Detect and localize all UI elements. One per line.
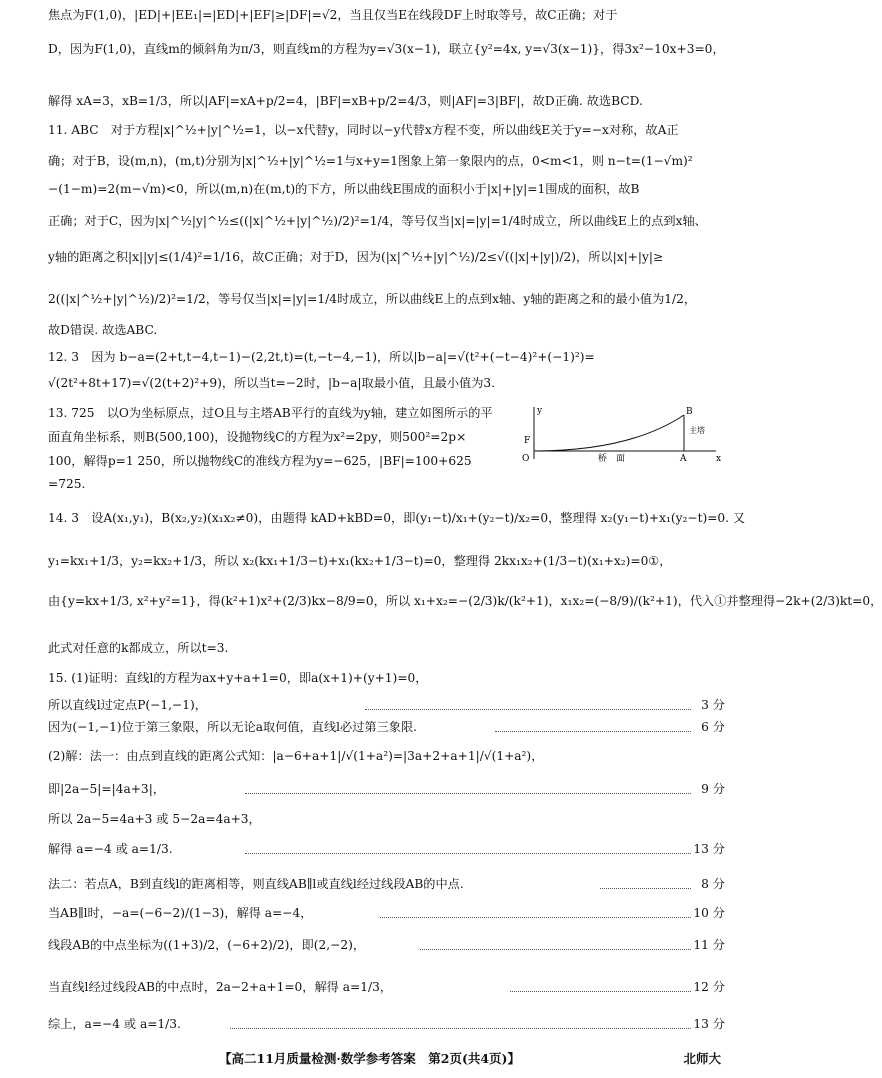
text-line: 当直线l经过线段AB的中点时，2a−2+a+1=0，解得 a=1/3， [48,980,393,994]
score-label: 13 分 [693,1017,725,1031]
text-line: 因为(−1,−1)位于第三象限，所以无论a取何值，直线l必过第三象限. [48,720,418,734]
text-line: y轴的距离之积|x||y|≤(1/4)²=1/16，故C正确；对于D，因为(|x|^½+|y|^½)/2≤√((|x|+|y|)/2)，所以|x|+|y|≥ [48,250,664,264]
text-line: 此式对任意的k都成立，所以t=3. [48,641,229,655]
focus-label: F [524,436,531,446]
text-line: 11. ABC 对于方程|x|^½+|y|^½=1，以−x代替y，同时以−y代替x方程不变，所以曲线E关于y=−x对称，故A正 [48,123,679,137]
score-label: 9 分 [701,782,725,796]
score-label: 13 分 [693,842,725,856]
score-label: 6 分 [701,720,725,734]
text-line: 解得 xA=3，xB=1/3，所以|AF|=xA+p/2=4，|BF|=xB+p/2=4/3，则|AF|=3|BF|，故D正确. 故选BCD. [48,94,643,108]
tower-label: 主塔 [689,426,705,435]
text-line: 面直角坐标系，则B(500,100)，设抛物线C的方程为x²=2py，则500²=2p× [48,430,467,444]
point-b-label: B [686,407,693,417]
text-line: 15. (1)证明：直线l的方程为ax+y+a+1=0，即a(x+1)+(y+1)=0， [48,671,428,685]
text-line: (2)解：法一：由点到直线的距离公式知：|a−6+a+1|/√(1+a²)=|3a+2+a+1|/√(1+a²)， [48,749,544,763]
dotted-leader [380,917,691,918]
bridge-parabola-figure [520,405,725,463]
point-a-label: A [680,454,687,464]
score-label: 11 分 [693,938,725,952]
text-line: 13. 725 以O为坐标原点，过O且与主塔AB平行的直线为y轴，建立如图所示的平 [48,406,493,420]
score-label: 10 分 [693,906,725,920]
text-line: 解得 a=−4 或 a=1/3. [48,842,173,856]
dotted-leader [600,888,691,889]
text-line: 焦点为F(1,0)，|ED|+|EE₁|=|ED|+|EF|≥|DF|=√2，当且仅当E在线段DF上时取等号，故C正确；对于 [48,8,618,22]
text-line: 线段AB的中点坐标为((1+3)/2，(−6+2)/2)，即(2,−2)， [48,938,366,952]
dotted-leader [495,731,691,732]
x-axis-label: x [716,454,722,464]
text-line: 2((|x|^½+|y|^½)/2)²=1/2，等号仅当|x|=|y|=1/4时成立，所以曲线E上的点到x轴、y轴的距离之和的最小值为1/2， [48,292,697,306]
text-line: −(1−m)=2(m−√m)<0，所以(m,n)在(m,t)的下方，所以曲线E围成的面积小于|x|+|y|=1围成的面积，故B [48,182,640,196]
text-line: 正确；对于C，因为|x|^½|y|^½≤((|x|^½+|y|^½)/2)²=1/4，等号仅当|x|=|y|=1/4时成立，所以曲线E上的点到x轴、 [48,214,707,228]
dotted-leader [245,793,691,794]
text-line: 确；对于B，设(m,n)，(m,t)分别为|x|^½+|y|^½=1与x+y=1图象上第一象限内的点，0<m<1，则 n−t=(1−√m)² [48,154,693,168]
parabola-curve [534,415,684,451]
text-line: 当AB∥l时，−a=(−6−2)/(1−3)，解得 a=−4， [48,906,313,920]
dotted-leader [420,949,691,950]
dotted-leader [245,853,691,854]
text-line: =725. [48,477,86,491]
y-axis-label: y [537,406,543,416]
text-line: 100，解得p=1 250，所以抛物线C的准线方程为y=−625，|BF|=100+625 [48,454,472,468]
text-line: 即|2a−5|=|4a+3|， [48,782,165,796]
text-line: y₁=kx₁+1/3，y₂=kx₂+1/3，所以 x₂(kx₁+1/3−t)+x₁(kx₂+1/3−t)=0，整理得 2kx₁x₂+(1/3−t)(x₁+x₂)=0①， [48,554,672,568]
score-label: 3 分 [701,698,725,712]
origin-label: O [522,454,530,464]
bridge-label: 桥 面 [598,454,626,464]
text-line: 综上，a=−4 或 a=1/3. [48,1017,181,1031]
text-line: 所以直线l过定点P(−1,−1)， [48,698,207,712]
text-line: 由{y=kx+1/3, x²+y²=1}，得(k²+1)x²+(2/3)kx−8/9=0，所以 x₁+x₂=−(2/3)k/(k²+1)，x₁x₂=(−8/9)/(k²+1)，代入①并整理得−2k+(2/3)kt=0， [48,594,882,608]
dotted-leader [230,1028,691,1029]
text-line: √(2t²+8t+17)=√(2(t+2)²+9)，所以当t=−2时，|b−a|取最小值，且最小值为3. [48,376,496,390]
text-line: 12. 3 因为 b−a=(2+t,t−4,t−1)−(2,2t,t)=(t,−t−4,−1)，所以|b−a|=√(t²+(−t−4)²+(−1)²)= [48,350,595,364]
score-label: 12 分 [693,980,725,994]
text-line: 所以 2a−5=4a+3 或 5−2a=4a+3， [48,812,261,826]
publisher-label: 北师大 [683,1051,721,1066]
score-label: 8 分 [701,877,725,891]
dotted-leader [510,991,691,992]
dotted-leader [365,709,691,710]
page-footer: 【高二11月质量检测·数学参考答案 第2页(共4页)】 [219,1051,520,1066]
text-line: 故D错误. 故选ABC. [48,323,158,337]
text-line: 14. 3 设A(x₁,y₁)，B(x₂,y₂)(x₁x₂≠0)，由题得 kAD+kBD=0，即(y₁−t)/x₁+(y₂−t)/x₂=0，整理得 x₂(y₁−t)+x₁(y₂−t)=0. 又 [48,511,746,525]
text-line: D，因为F(1,0)，直线m的倾斜角为π/3，则直线m的方程为y=√3(x−1)，联立{y²=4x, y=√3(x−1)}，得3x²−10x+3=0， [48,42,725,56]
text-line: 法二：若点A，B到直线l的距离相等，则直线AB∥l或直线l经过线段AB的中点. [48,877,464,891]
